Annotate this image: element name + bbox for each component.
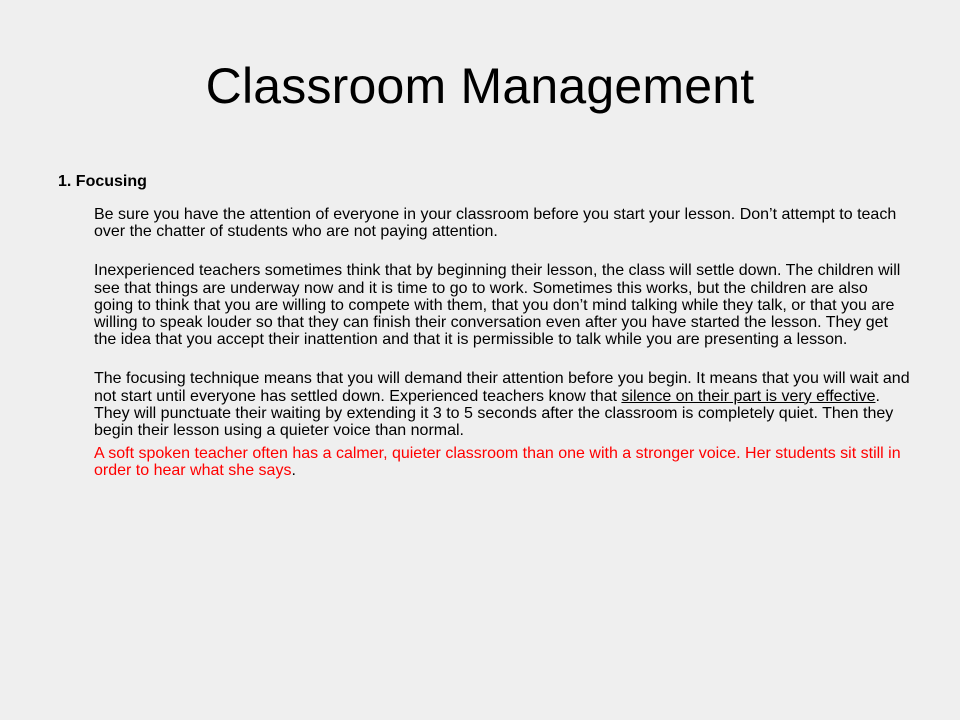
paragraph-inexperienced-teachers: Inexperienced teachers sometimes think that by beginning their lesson, the class will settle down. The children will see that things are underway now and it is time to go to work. Sometimes this works, but the children are also going to think that you are willing to compete with them, that you don’t mind talking while they talk, or that you are willing to speak louder so that they can finish their conversation even after you have started the lesson. They get the idea that you accept their inattention and that it is permissible to talk while you are presenting a lesson. <box>94 262 901 349</box>
focusing-text-end: . They will punctuate their waiting by extending it 3 to 5 seconds after the classroom is completely quiet. Then they begin their lesson using a quieter voice than normal. <box>94 387 894 440</box>
red-highlight-text: A soft spoken teacher often has a calmer, quieter classroom than one with a stronger voice. Her students sit still in order to hear what she says <box>94 445 901 480</box>
focusing-text-start: The focusing technique means that you will demand their attention before you begin. It means that you will wait and not start until everyone has settled down. Experienced teachers know that <box>94 370 910 405</box>
section-heading: 1. Focusing <box>58 173 147 190</box>
final-period: . <box>291 462 296 480</box>
paragraph-attention: Be sure you have the attention of everyone in your classroom before you start your lesson. Don’t attempt to teach over the chatter of students who are not paying attention. <box>94 206 897 241</box>
underlined-phrase: silence on their part is very effective <box>621 387 876 405</box>
paragraph-focusing-technique <box>94 370 910 439</box>
paragraph-soft-spoken <box>94 445 910 479</box>
slide-title: Classroom Management <box>205 58 755 114</box>
slide-content <box>58 172 910 480</box>
